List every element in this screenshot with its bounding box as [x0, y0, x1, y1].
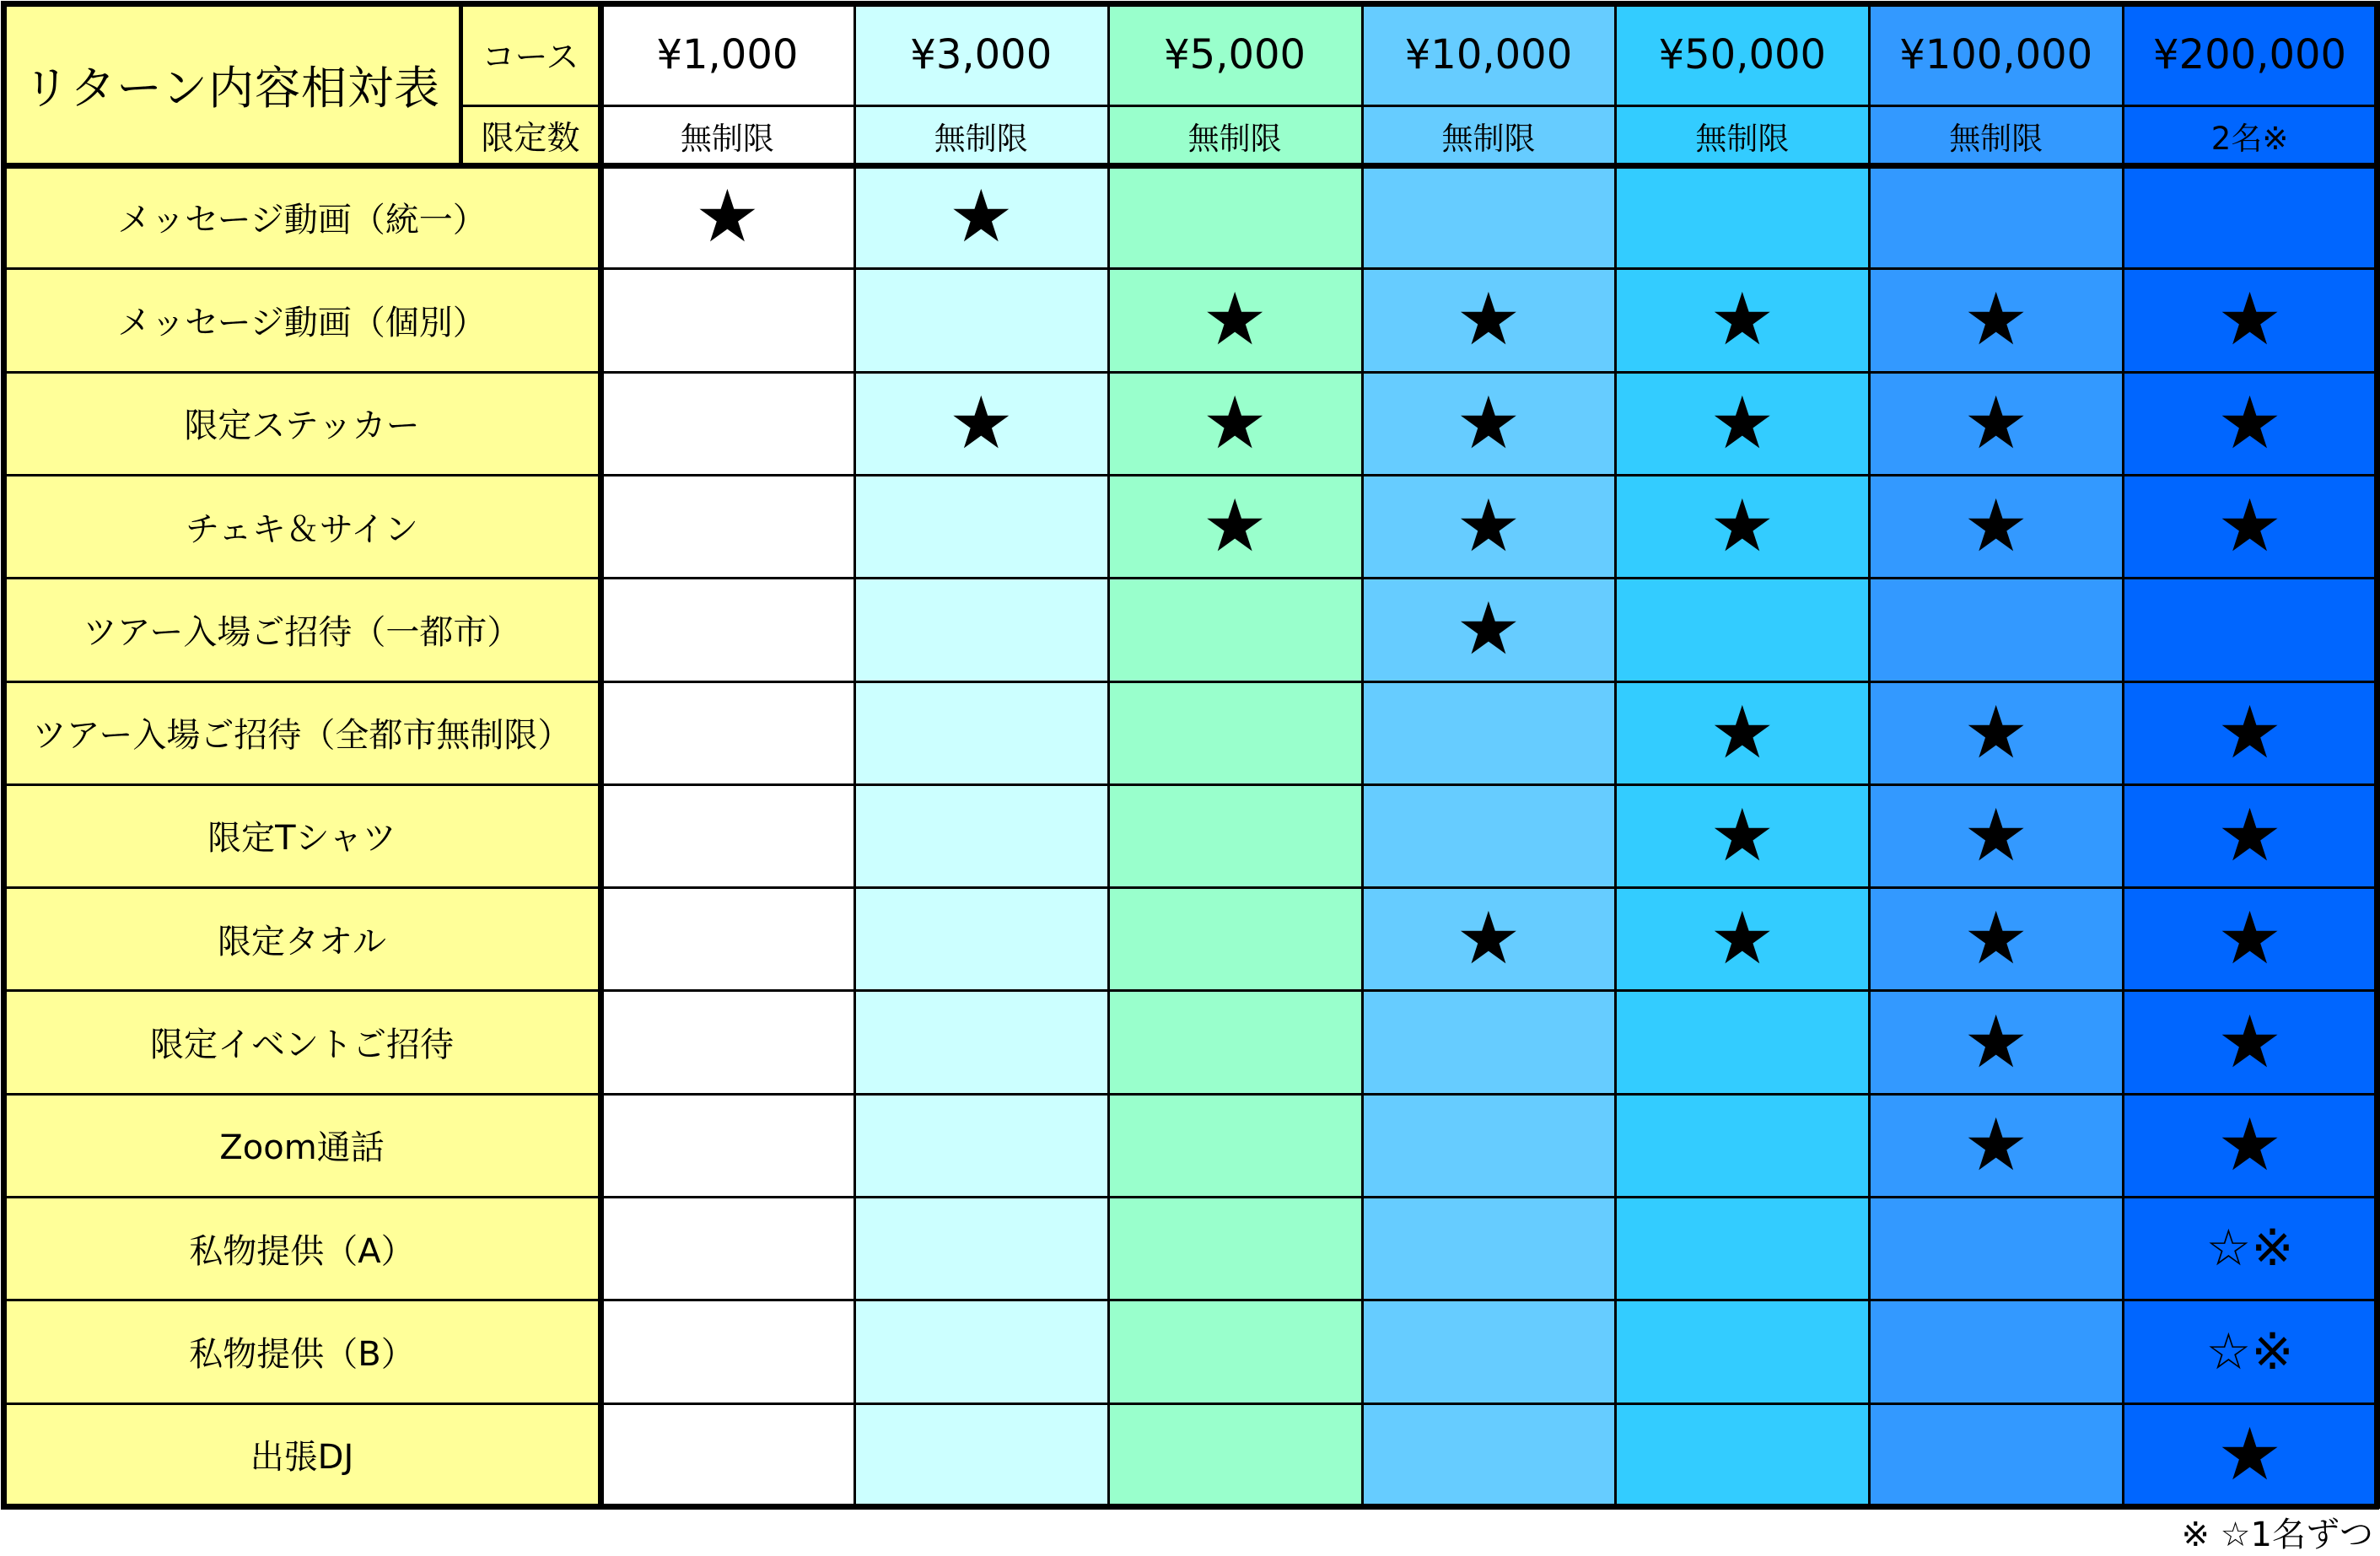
course-limit: 無制限	[854, 106, 1108, 165]
mark-cell	[1869, 887, 2123, 990]
mark-cell	[1615, 681, 1869, 784]
mark-cell	[600, 475, 854, 578]
mark-cell	[2123, 1300, 2377, 1403]
row-label: ツアー入場ご招待（一都市）	[3, 578, 600, 681]
course-limit: 2名※	[2123, 106, 2377, 165]
mark-cell	[600, 681, 854, 784]
column-line	[1614, 3, 1617, 1506]
mark-cell	[2123, 578, 2377, 681]
row-line	[3, 474, 2377, 476]
mark-cell	[600, 990, 854, 1093]
mark-cell	[1362, 372, 1616, 475]
filled-star-icon: ★	[1963, 793, 2029, 878]
filled-star-icon: ★	[1456, 484, 1521, 569]
mark-cell	[1362, 1300, 1616, 1403]
mark-cell	[1362, 887, 1616, 990]
row-label: 私物提供（A）	[3, 1197, 600, 1300]
mark-cell	[2123, 268, 2377, 371]
mark-cell	[1108, 1403, 1362, 1506]
row-line	[3, 989, 2377, 992]
row-line	[3, 783, 2377, 786]
course-price: ¥10,000	[1362, 3, 1616, 106]
mark-cell	[1869, 784, 2123, 887]
mark-cell	[1108, 372, 1362, 475]
filled-star-icon: ★	[1710, 277, 1775, 363]
filled-star-icon: ★	[2217, 484, 2283, 569]
mark-cell	[1869, 578, 2123, 681]
mark-cell	[1108, 1094, 1362, 1197]
mark-cell	[1108, 887, 1362, 990]
filled-star-icon: ★	[1456, 380, 1521, 466]
row-label: Zoom通話	[3, 1094, 600, 1197]
filled-star-icon: ★	[1202, 277, 1268, 363]
mark-cell	[1615, 990, 1869, 1093]
filled-star-icon: ★	[1710, 793, 1775, 878]
mark-cell	[1362, 475, 1616, 578]
course-price: ¥50,000	[1615, 3, 1869, 106]
row-line	[3, 577, 2377, 579]
course-label: コース	[460, 3, 600, 106]
mark-cell	[2123, 372, 2377, 475]
limit-label: 限定数	[460, 106, 600, 165]
filled-star-icon: ★	[1963, 999, 2029, 1085]
mark-cell	[600, 1300, 854, 1403]
mark-cell	[1615, 1300, 1869, 1403]
course-price: ¥1,000	[600, 3, 854, 106]
border-top	[1, 1, 2379, 7]
mark-cell	[854, 1403, 1108, 1506]
mark-cell	[1615, 165, 1869, 268]
row-label: メッセージ動画（個別）	[3, 268, 600, 371]
mark-cell	[2123, 1197, 2377, 1300]
mark-cell	[1108, 578, 1362, 681]
row-line	[3, 1403, 2377, 1405]
filled-star-icon: ★	[694, 175, 760, 260]
mark-cell	[600, 784, 854, 887]
mark-cell	[2123, 1094, 2377, 1197]
mark-cell	[600, 165, 854, 268]
row-label: 限定タオル	[3, 887, 600, 990]
filled-star-icon: ★	[1456, 896, 1521, 982]
filled-star-icon: ★	[1963, 896, 2029, 982]
filled-star-icon: ★	[948, 175, 1014, 260]
mark-cell	[1869, 1094, 2123, 1197]
mark-cell	[1362, 1403, 1616, 1506]
mark-cell	[600, 268, 854, 371]
mark-cell	[1108, 165, 1362, 268]
label-divider	[598, 3, 604, 1506]
mark-cell	[1108, 681, 1362, 784]
mark-cell	[2123, 475, 2377, 578]
mark-cell	[1869, 475, 2123, 578]
mark-cell	[1615, 1094, 1869, 1197]
row-line	[3, 1196, 2377, 1198]
mark-cell	[2123, 990, 2377, 1093]
mark-cell	[2123, 1403, 2377, 1506]
mark-cell	[600, 1094, 854, 1197]
table-title: リターン内容相対表	[3, 3, 460, 165]
mark-cell	[1615, 372, 1869, 475]
row-label: チェキ＆サイン	[3, 475, 600, 578]
filled-star-icon: ★	[1710, 484, 1775, 569]
mark-cell	[854, 372, 1108, 475]
row-line	[3, 267, 2377, 270]
filled-star-icon: ★	[948, 380, 1014, 466]
mark-cell	[1362, 578, 1616, 681]
column-line	[1361, 3, 1364, 1506]
filled-star-icon: ★	[1710, 896, 1775, 982]
border-left	[1, 1, 7, 1509]
mark-cell	[1108, 1197, 1362, 1300]
row-line	[3, 681, 2377, 683]
row-label: 限定イベントご招待	[3, 990, 600, 1093]
mark-cell	[1869, 990, 2123, 1093]
row-label: 私物提供（B）	[3, 1300, 600, 1403]
mark-cell	[854, 475, 1108, 578]
header-bottom-line	[3, 163, 2377, 169]
mark-cell	[1108, 990, 1362, 1093]
mark-cell	[1869, 681, 2123, 784]
filled-star-icon: ★	[1710, 690, 1775, 775]
filled-star-icon: ★	[1710, 380, 1775, 466]
mark-cell	[1108, 268, 1362, 371]
filled-star-icon: ★	[2217, 1412, 2283, 1497]
mark-cell	[1362, 1197, 1616, 1300]
course-price: ¥200,000	[2123, 3, 2377, 106]
mark-cell	[854, 165, 1108, 268]
mark-cell	[1615, 1197, 1869, 1300]
mark-cell	[1362, 681, 1616, 784]
mark-cell	[1362, 990, 1616, 1093]
mark-cell	[1615, 578, 1869, 681]
mark-cell	[600, 372, 854, 475]
filled-star-icon: ★	[1456, 587, 1521, 672]
mark-cell	[1869, 165, 2123, 268]
filled-star-icon: ★	[1963, 380, 2029, 466]
row-label: 限定ステッカー	[3, 372, 600, 475]
mark-cell	[600, 1403, 854, 1506]
row-line	[3, 1093, 2377, 1096]
mark-cell	[600, 1197, 854, 1300]
mark-cell	[1108, 475, 1362, 578]
border-right	[2374, 1, 2380, 1509]
course-limit: 無制限	[1362, 106, 1616, 165]
mark-cell	[854, 268, 1108, 371]
filled-star-icon: ★	[2217, 380, 2283, 466]
mark-cell	[1869, 1197, 2123, 1300]
filled-star-icon: ★	[1963, 1102, 2029, 1187]
mark-cell	[854, 1300, 1108, 1403]
mark-cell	[854, 578, 1108, 681]
mark-cell	[1108, 784, 1362, 887]
filled-star-icon: ★	[1202, 380, 1268, 466]
mark-cell	[2123, 784, 2377, 887]
course-limit: 無制限	[1108, 106, 1362, 165]
mark-cell	[1362, 1094, 1616, 1197]
mark-cell	[1362, 268, 1616, 371]
filled-star-icon: ★	[1202, 484, 1268, 569]
course-limit: 無制限	[600, 106, 854, 165]
mark-cell	[2123, 681, 2377, 784]
mark-cell	[1869, 268, 2123, 371]
header-divider	[459, 3, 463, 165]
row-line	[3, 371, 2377, 374]
mark-cell	[1869, 1403, 2123, 1506]
mark-cell	[1869, 372, 2123, 475]
mark-cell	[854, 1094, 1108, 1197]
mark-cell	[854, 1197, 1108, 1300]
column-line	[1107, 3, 1110, 1506]
column-line	[2122, 3, 2124, 1506]
outline-star-mark: ☆※	[2205, 1322, 2294, 1381]
filled-star-icon: ★	[1456, 277, 1521, 363]
mark-cell	[1615, 475, 1869, 578]
header-mid-line	[460, 105, 2377, 107]
mark-cell	[854, 681, 1108, 784]
mark-cell	[1615, 268, 1869, 371]
filled-star-icon: ★	[2217, 1102, 2283, 1187]
column-line	[1868, 3, 1871, 1506]
course-price: ¥3,000	[854, 3, 1108, 106]
filled-star-icon: ★	[2217, 896, 2283, 982]
row-label: 出張DJ	[3, 1403, 600, 1506]
filled-star-icon: ★	[2217, 277, 2283, 363]
row-label: メッセージ動画（統一）	[3, 165, 600, 268]
mark-cell	[1362, 784, 1616, 887]
row-line	[3, 886, 2377, 889]
footnote: ※ ☆1名ずつ	[2181, 1516, 2373, 1554]
mark-cell	[2123, 887, 2377, 990]
row-label: 限定Tシャツ	[3, 784, 600, 887]
column-line	[853, 3, 856, 1506]
mark-cell	[854, 887, 1108, 990]
mark-cell	[1362, 165, 1616, 268]
filled-star-icon: ★	[1963, 690, 2029, 775]
border-bottom	[1, 1504, 2379, 1510]
mark-cell	[1615, 784, 1869, 887]
filled-star-icon: ★	[1963, 484, 2029, 569]
course-limit: 無制限	[1615, 106, 1869, 165]
row-label: ツアー入場ご招待（全都市無制限）	[3, 681, 600, 784]
course-limit: 無制限	[1869, 106, 2123, 165]
filled-star-icon: ★	[2217, 793, 2283, 878]
row-line	[3, 1299, 2377, 1301]
mark-cell	[1615, 1403, 1869, 1506]
mark-cell	[854, 784, 1108, 887]
mark-cell	[600, 578, 854, 681]
mark-cell	[1615, 887, 1869, 990]
mark-cell	[854, 990, 1108, 1093]
mark-cell	[2123, 165, 2377, 268]
course-price: ¥100,000	[1869, 3, 2123, 106]
filled-star-icon: ★	[2217, 999, 2283, 1085]
mark-cell	[1108, 1300, 1362, 1403]
mark-cell	[600, 887, 854, 990]
filled-star-icon: ★	[2217, 690, 2283, 775]
course-price: ¥5,000	[1108, 3, 1362, 106]
mark-cell	[1869, 1300, 2123, 1403]
filled-star-icon: ★	[1963, 277, 2029, 363]
outline-star-mark: ☆※	[2205, 1219, 2294, 1279]
